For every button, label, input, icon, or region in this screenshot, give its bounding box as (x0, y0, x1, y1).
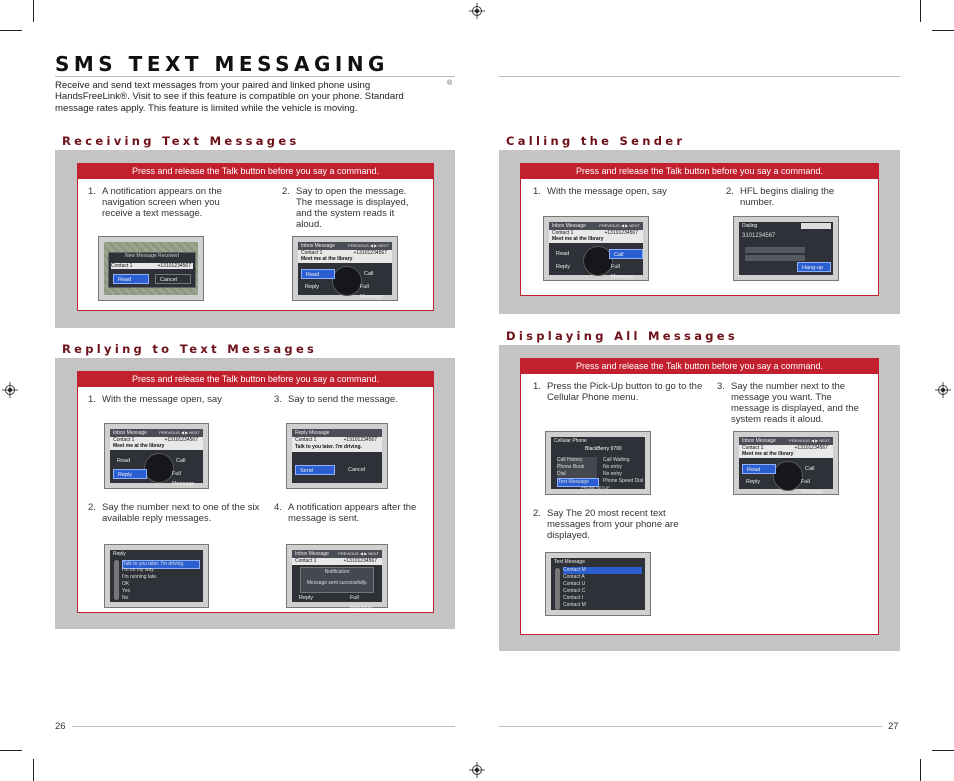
registration-mark-icon (469, 3, 485, 19)
step-1: 1. A notification appears on the navigation screen when you receive a text message. (88, 186, 222, 219)
phone-setup-label[interactable]: PHONE SETUP (581, 485, 610, 490)
page-title: SMS TEXT MESSAGING (55, 52, 389, 76)
menu-item[interactable]: Dial (557, 471, 597, 478)
message-box (110, 437, 203, 450)
reply-button[interactable]: Reply (305, 284, 320, 290)
footer-rule (499, 726, 882, 727)
notification-dialog (300, 567, 374, 593)
reply-button[interactable]: Reply (299, 595, 314, 601)
screen-header: Inbox Message PREVIOUS ◀ ▶ NEXT (298, 242, 392, 250)
menu-item[interactable]: Call History (557, 457, 597, 464)
contact-line: Contact 1 +13101234567 (742, 445, 828, 451)
screen-header: Reply (110, 550, 203, 558)
contact-line: Contact 1 +13101234567 (295, 437, 377, 443)
full-message-button[interactable]: Full Message (360, 284, 383, 300)
screenshot-text-message-list (545, 552, 651, 616)
command-bar: Press and release the Talk button before you say a command. (78, 372, 433, 387)
command-bar: Press and release the Talk button before you say a command. (78, 164, 433, 179)
intro-mark: ® (447, 80, 453, 87)
screenshot-new-message (98, 236, 204, 301)
screen-header: Text Message (551, 558, 645, 566)
hang-up-button[interactable]: Hang-up (797, 262, 831, 272)
step-1: 1. With the message open, say (88, 394, 222, 405)
menu-value: No entry (603, 464, 622, 470)
call-button[interactable]: Call (364, 271, 374, 277)
screen-header: Dialing (739, 222, 833, 230)
message-item[interactable]: Contact I (563, 595, 584, 601)
contact-line: Contact 1 +13101234567 (111, 263, 191, 269)
displaying-panel (499, 329, 900, 651)
screenshot-inbox-message (733, 431, 839, 495)
menu-item-text-message[interactable]: Text Message (557, 478, 599, 487)
message-item[interactable]: Contact U (563, 581, 586, 587)
page-number-right: 27 (888, 721, 899, 732)
receiving-box (77, 163, 434, 311)
title-rule (55, 76, 455, 77)
scroll-track[interactable] (114, 560, 119, 600)
message-box (292, 437, 382, 452)
message-item[interactable]: Contact C (563, 588, 586, 594)
screen-header: Inbox Message PREVIOUS ◀ ▶ NEXT (292, 550, 382, 558)
receiving-panel (55, 134, 455, 328)
screen-header: Inbox Message PREVIOUS ◀ ▶ NEXT (110, 429, 203, 437)
message-text: Meet me at the library (301, 256, 353, 262)
message-text: Meet me at the library (113, 443, 165, 449)
reply-option[interactable]: OK (122, 581, 130, 587)
crop-mark (0, 750, 22, 751)
reply-option[interactable]: Talk to you later. I'm driving. (122, 560, 200, 569)
displaying-box (520, 358, 879, 635)
cancel-button[interactable]: Cancel (155, 274, 191, 284)
read-button[interactable]: Read (301, 269, 335, 279)
send-button[interactable]: Send (295, 465, 335, 475)
dialed-number: 3101234567 (742, 233, 776, 239)
message-text: Meet me at the library (552, 236, 604, 242)
call-button[interactable]: Call (805, 466, 815, 472)
read-button[interactable]: Read (117, 458, 131, 464)
step-2: 2. Say The 20 most recent text messages from your phone are displayed. (533, 508, 679, 541)
menu-value: Phone Speed Dial (603, 478, 644, 484)
contact-line: Contact 1 +13101234567 (552, 230, 638, 236)
contact-box (292, 558, 382, 565)
dialog (108, 252, 196, 288)
dialog-title: New Message Received (125, 253, 179, 259)
calling-panel (499, 134, 900, 314)
notification-title: Notification (324, 569, 350, 575)
contact-line: Contact 1 +13101234567 (295, 558, 377, 564)
screenshot-dialing (733, 216, 839, 281)
message-text: Talk to you later. I'm driving. (295, 444, 362, 450)
contact-line: Contact 1 +13101234567 (113, 437, 198, 443)
receiving-heading: Receiving Text Messages (62, 134, 300, 148)
screen-header: Inbox Message PREVIOUS ◀ ▶ NEXT (549, 222, 643, 230)
crop-mark (920, 0, 921, 22)
message-box (739, 445, 833, 458)
step-1: 1. With the message open, say (533, 186, 667, 197)
full-message-button[interactable]: Full Message (611, 264, 634, 280)
cancel-button[interactable]: Cancel (348, 467, 366, 473)
read-button[interactable]: Read (113, 274, 149, 284)
screenshot-inbox-message (292, 236, 398, 301)
menu-value: Call Waiting (603, 457, 630, 463)
reply-button[interactable]: Reply (746, 479, 761, 485)
option-row (745, 255, 805, 261)
registration-mark-icon (2, 382, 18, 398)
crop-mark (920, 759, 921, 781)
message-text: Meet me at the library (742, 451, 794, 457)
call-button[interactable]: Call (609, 249, 643, 259)
step-2: 2. Say the number next to one of the six available reply messages. (88, 502, 260, 524)
command-bar: Press and release the Talk button before you say a command. (521, 359, 878, 374)
screenshot-cellular-phone (545, 431, 651, 495)
message-item[interactable]: Contact A (563, 574, 585, 580)
crop-mark (33, 759, 34, 781)
full-message-button[interactable]: Full Message (172, 471, 195, 487)
footer-rule (72, 726, 455, 727)
registration-mark-icon (935, 382, 951, 398)
replying-box (77, 371, 434, 613)
signal-indicator (801, 223, 831, 229)
intro-text: Receive and send text messages from your paired and linked phone using HandsFreeLink®. Visit to see if this feature is compatible on your phone. Standard message rates apply. This feature is limited while the vehicle is moving. (55, 80, 404, 114)
read-button[interactable]: Read (556, 251, 570, 257)
screenshot-reply-message (286, 423, 388, 489)
reply-option[interactable]: No (122, 595, 129, 601)
crop-mark (932, 750, 954, 751)
screenshot-inbox-message (543, 216, 649, 281)
screen-header: Inbox Message PREVIOUS ◀ ▶ NEXT (739, 437, 833, 445)
screen-header: Reply Message (292, 429, 382, 437)
step-4: 4. A notification appears after the message is sent. (274, 502, 417, 524)
read-button[interactable]: Read (742, 464, 776, 474)
message-item[interactable]: Contact M (563, 602, 586, 608)
call-button[interactable]: Call (176, 458, 186, 464)
step-2: 2. Say to open the message. The message is displayed, and the system reads it aloud. (282, 186, 409, 230)
title-rule (499, 76, 900, 77)
replying-panel (55, 342, 455, 629)
screen-header: Cellular Phone (551, 437, 645, 445)
replying-heading: Replying to Text Messages (62, 342, 318, 356)
step-3: 3. Say the number next to the message you want. The message is displayed, and the system reads it aloud. (717, 381, 859, 425)
device-name: BlackBerry 9700 (585, 446, 622, 452)
full-message-button[interactable]: Full Message (801, 479, 824, 495)
reply-option[interactable]: I'm running late. (122, 574, 158, 580)
crop-mark (33, 0, 34, 22)
displaying-heading: Displaying All Messages (506, 329, 739, 343)
menu-value: No entry (603, 471, 622, 477)
full-message-button[interactable]: Full Message (350, 595, 373, 611)
scroll-track[interactable] (555, 568, 560, 610)
command-bar: Press and release the Talk button before you say a command. (521, 164, 878, 179)
screenshot-sent-notification (286, 544, 388, 611)
step-2: 2. HFL begins dialing the number. (726, 186, 835, 208)
reply-option[interactable]: I'm on my way. (122, 567, 155, 573)
crop-mark (0, 30, 22, 31)
screenshot-inbox-message (104, 423, 209, 489)
step-3: 3. Say to send the message. (274, 394, 398, 405)
reply-option[interactable]: Yes (122, 588, 131, 594)
menu-item[interactable]: Phone Book (557, 464, 597, 471)
reply-button[interactable]: Reply (113, 469, 147, 479)
option-row (745, 247, 805, 253)
registration-mark-icon (469, 762, 485, 778)
crop-mark (932, 30, 954, 31)
calling-heading: Calling the Sender (506, 134, 686, 148)
step-1: 1. Press the Pick-Up button to go to the Cellular Phone menu. (533, 381, 703, 403)
message-item[interactable]: Contact M (563, 567, 642, 574)
contact-line: Contact 1 +13101234567 (301, 250, 387, 256)
screenshot-reply-list (104, 544, 209, 608)
reply-button[interactable]: Reply (556, 264, 571, 270)
notification-text: Message sent successfully. (306, 580, 368, 586)
message-box (298, 250, 392, 263)
calling-box (520, 163, 879, 296)
message-box (549, 230, 643, 243)
page-number-left: 26 (55, 721, 66, 732)
